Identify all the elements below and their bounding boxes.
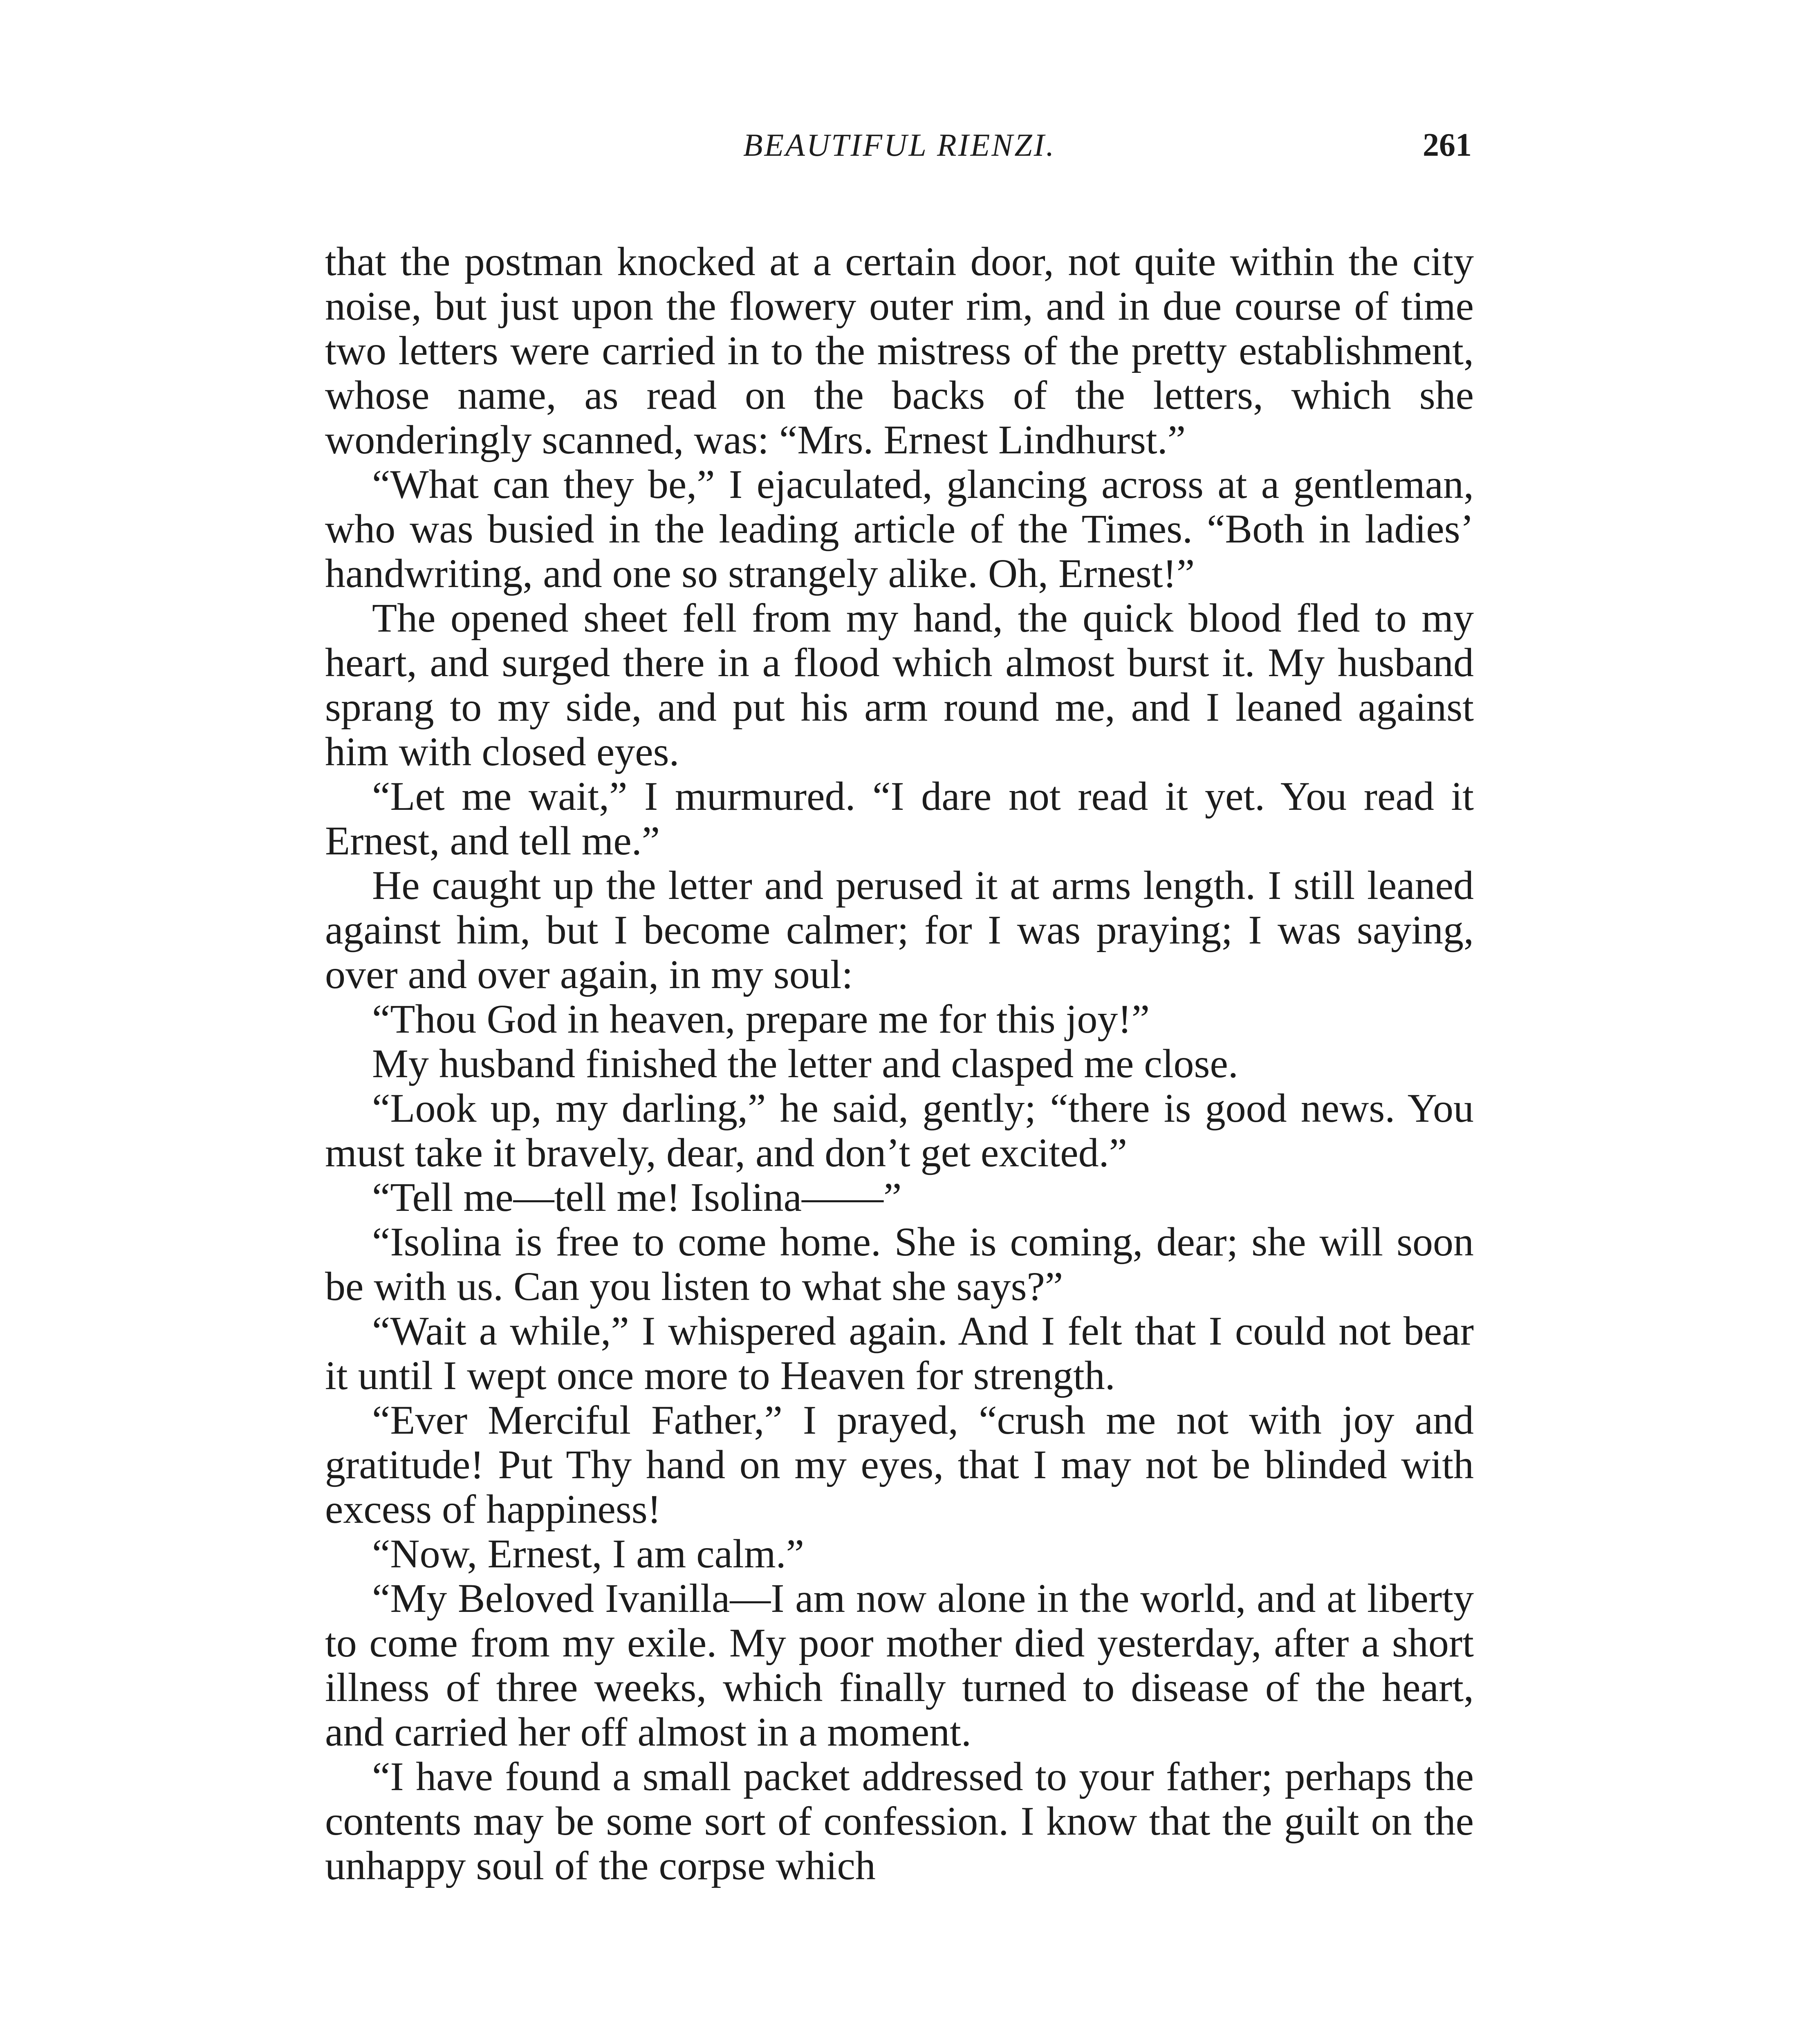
paragraph: “My Beloved Ivanilla—I am now alone in the world, and at liberty to come from my exile. My poor mother died yesterday, after a short illness of three weeks, which finally turned to disease of the heart, and carried her off almost in a moment. xyxy=(325,1576,1474,1755)
paragraph: “Ever Merciful Father,” I prayed, “crush me not with joy and gratitude! Put Thy hand on my eyes, that I may not be blinded with excess of happiness! xyxy=(325,1397,1474,1532)
paragraph: My husband finished the letter and clasped me close. xyxy=(372,1041,1238,1086)
running-title: BEAUTIFUL RIENZI. xyxy=(743,127,1056,163)
paragraph: “Let me wait,” I murmured. “I dare not read it yet. You read it Ernest, and tell me.” xyxy=(325,773,1474,863)
page-number: 261 xyxy=(1423,127,1472,163)
paragraph: “Now, Ernest, I am calm.” xyxy=(372,1531,804,1576)
paragraph: “I have found a small packet addressed to your father; perhaps the contents may be some sort of confession. I know that the guilt on the unhappy soul of the corpse which xyxy=(325,1754,1474,1888)
body-text xyxy=(325,239,1474,1888)
paragraph: “Thou God in heaven, prepare me for this joy!” xyxy=(372,996,1150,1042)
paragraph: He caught up the letter and perused it at arms length. I still leaned against him, but I become calmer; for I was praying; I was saying, over and over again, in my soul: xyxy=(325,863,1474,997)
paragraph: that the postman knocked at a certain door, not quite within the city noise, but just upon the flowery outer rim, and in due course of time two letters were carried in to the mistress of the pretty establishment, whose name, as read on the backs of the letters, which she wonderingly scanned, was: “Mrs. Ernest Lindhurst.” xyxy=(325,239,1474,462)
paragraph: “Wait a while,” I whispered again. And I felt that I could not bear it until I wept once more to Heaven for strength. xyxy=(325,1308,1474,1398)
paragraph: The opened sheet fell from my hand, the quick blood fled to my heart, and surged there in a flood which almost burst it. My husband sprang to my side, and put his arm round me, and I leaned against him with closed eyes. xyxy=(325,595,1474,774)
paragraph: “Isolina is free to come home. She is coming, dear; she will soon be with us. Can you listen to what she says?” xyxy=(325,1219,1474,1309)
paragraph: “What can they be,” I ejaculated, glancing across at a gentleman, who was busied in the leading article of the Times. “Both in ladies’ handwriting, and one so strangely alike. Oh, Ernest!” xyxy=(325,462,1474,596)
paragraph: “Look up, my darling,” he said, gently; “there is good news. You must take it bravely, dear, and don’t get excited.” xyxy=(325,1085,1474,1175)
paragraph: “Tell me—tell me! Isolina——” xyxy=(372,1174,902,1220)
running-head xyxy=(327,123,1472,168)
